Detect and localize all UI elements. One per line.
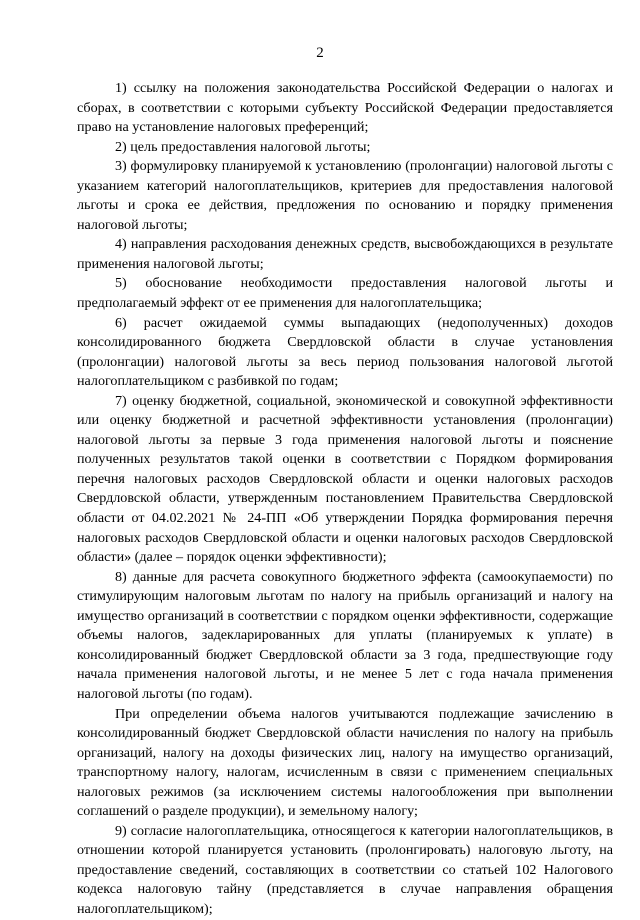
- list-item-2: 2) цель предоставления налоговой льготы;: [115, 138, 371, 155]
- list-item-6: 6) расчет ожидаемой суммы выпадающих (недополученных) доходов консолидированного бюджета Свердловской области в случае установления (пролонгации) налоговой льготы за весь период пользования налоговой льготой налогоплательщиком с разбивкой по годам;: [77, 314, 613, 390]
- list-item-8: 8) данные для расчета совокупного бюджетного эффекта (самоокупаемости) по стимулирующим налоговым льготам по налогу на прибыль организаций и налогу на имущество организаций в соответствии с порядком оценки эффективности, содержащие объемы налогов, задекларированных для уплаты (планируемых к уплате) в консолидированный бюджет Свердловской области за 3 года, предшествующие году начала применения налоговой льготы, и не менее 5 лет с года начала применения налоговой льготы (по годам).: [77, 568, 613, 702]
- list-item-4: 4) направления расходования денежных средств, высвобождающихся в результате применения налоговой льготы;: [77, 236, 613, 272]
- list-item-1: 1) ссылку на положения законодательства Российской Федерации о налогах и сборах, в соответствии с которыми субъекту Российской Федерации предоставляется право на установление налоговых преференций;: [77, 80, 613, 136]
- list-item-7: 7) оценку бюджетной, социальной, экономической и совокупной эффективности или оценку бюджетной и расчетной эффективности установления (пролонгации) налоговой льготы за первые 3 года применения налоговой льготы и пояснение полученных результатов такой оценки в соответствии с Порядком формирования перечня налоговых расходов Свердловской области и оценки налоговых расходов Свердловской области, утвержденным постановлением Правительства Свердловской области от 04.02.2021 № 24-ПП «Об утверждении Порядка формирования перечня налоговых расходов Свердловской области и оценки налоговых расходов Свердловской области» (далее – порядок оценки эффективности);: [77, 392, 613, 566]
- list-item-3: 3) формулировку планируемой к установлению (пролонгации) налоговой льготы с указанием категорий налогоплательщиков, критериев для предоставления налоговой льготы и срока ее действия, предложения по основанию и порядку применения налоговой льготы;: [77, 158, 613, 233]
- list-item-9: 9) согласие налогоплательщика, относящегося к категории налогоплательщиков, в отношении которой планируется установить (пролонгировать) налоговую льготу, на предоставление сведений, составляющих в соответствии со статьей 102 Налогового кодекса налоговую тайну (представляется в случае направления обращения налогоплательщиком);: [77, 822, 613, 917]
- list-item-8-continuation: При определении объема налогов учитываются подлежащие зачислению в консолидированный бюджет Свердловской области начисления по налогу на прибыль организаций, налогу на доходы физических лиц, налогу на имущество организаций, транспортному налогу, налогам, исчисленным в связи с применением специальных налоговых режимов (за исключением системы налогообложения при выполнении соглашений о разделе продукции), и земельному налогу;: [77, 705, 613, 820]
- page-number: 2: [316, 45, 324, 61]
- document-body: [77, 79, 613, 920]
- list-item-5: 5) обоснование необходимости предоставления налоговой льготы и предполагаемый эффект от ее применения для налогоплательщика;: [77, 275, 613, 312]
